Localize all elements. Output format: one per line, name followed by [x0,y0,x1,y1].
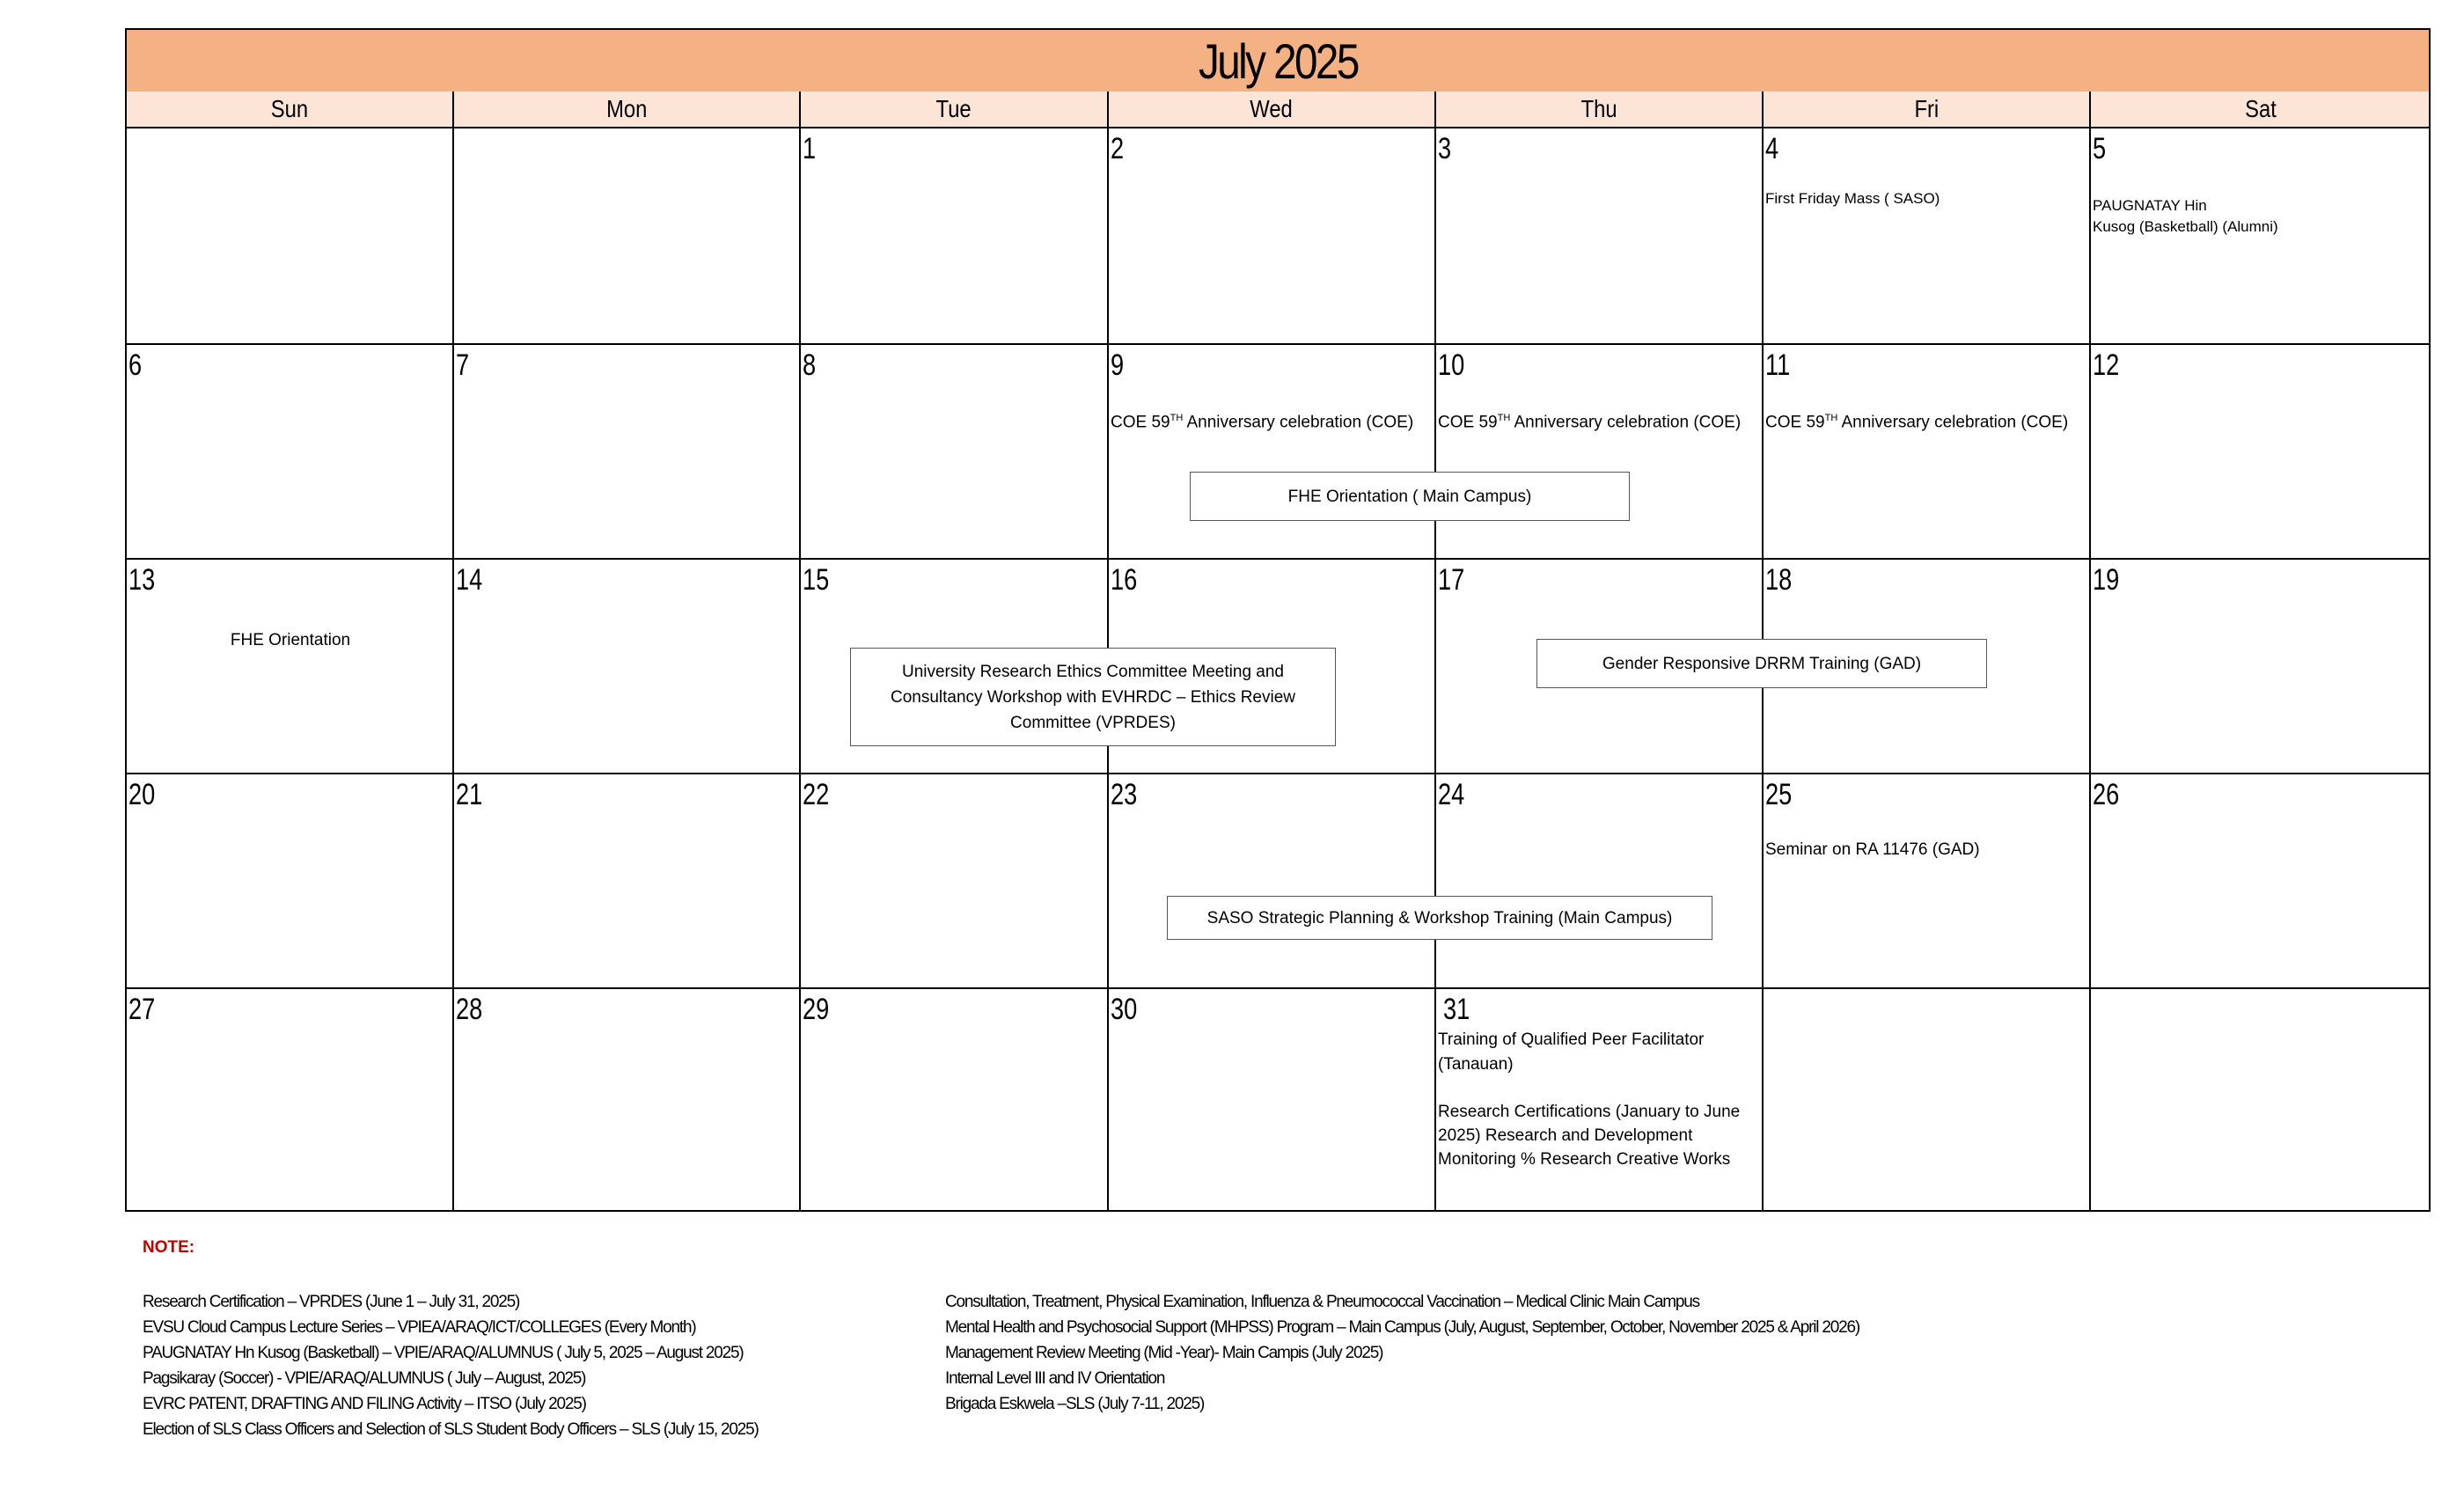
note-item: Election of SLS Class Officers and Selection of SLS Student Body Officers – SLS (July 15, 2025) [143,1420,759,1439]
day-cell-empty[interactable] [1764,989,2091,1210]
day-number: 9 [1111,348,1125,382]
day-number: 21 [456,778,483,811]
day-number: 10 [1438,348,1465,382]
day-number: 8 [803,348,817,382]
day-number: 29 [803,993,830,1026]
day-cell-9[interactable] [1109,345,1436,560]
weekday-sat: Sat [2245,95,2277,122]
event-coe-anniversary[interactable]: COE 59TH Anniversary celebration (COE) [1111,413,1414,432]
note-item: Brigada Eskwela –SLS (July 7-11, 2025) [945,1395,1205,1413]
note-item: EVRC PATENT, DRAFTING AND FILING Activity – ITSO (July 2025) [143,1395,586,1413]
event-fhe-orientation-main-campus[interactable]: FHE Orientation ( Main Campus) [1190,472,1630,521]
note-item: Mental Health and Psychosocial Support (MHPSS) Program – Main Campus (July, August, September, October, November 2025 & April 2026) [945,1318,1859,1337]
day-cell-23[interactable] [1109,774,1436,989]
day-number: 27 [128,993,156,1026]
day-cell-empty[interactable] [127,128,454,345]
day-number: 26 [2093,778,2120,811]
event-seminar-ra-11476[interactable]: Seminar on RA 11476 (GAD) [1765,840,1980,859]
day-cell-5[interactable] [2091,128,2431,345]
event-gender-responsive-drrm[interactable]: Gender Responsive DRRM Training (GAD) [1536,639,1987,688]
day-number: 25 [1765,778,1793,811]
day-cell-empty[interactable] [454,128,801,345]
day-number: 19 [2093,563,2120,597]
day-number: 22 [803,778,830,811]
weekday-wed: Wed [1109,92,1436,127]
weekday-header-row [127,92,2429,128]
day-number: 13 [128,563,156,597]
day-number: 23 [1111,778,1138,811]
day-number: 24 [1438,778,1465,811]
day-number: 15 [803,563,830,597]
note-item: PAUGNATAY Hn Kusog (Basketball) – VPIE/ARAQ/ALUMNUS ( July 5, 2025 – August 2025) [143,1344,744,1362]
weekday-tue: Tue [801,92,1109,127]
event-coe-anniversary[interactable]: COE 59TH Anniversary celebration (COE) [1438,413,1742,432]
day-cell-6[interactable] [127,345,454,560]
day-number: 14 [456,563,483,597]
note-title: NOTE: [143,1238,195,1257]
day-cell-14[interactable] [454,560,801,774]
event-paugnatay-line1[interactable]: PAUGNATAY Hin [2093,197,2207,214]
day-number: 5 [2093,132,2107,165]
day-cell-30[interactable] [1109,989,1436,1210]
event-research-cert-line3[interactable]: Monitoring % Research Creative Works [1438,1150,1731,1169]
day-cell-31[interactable] [1436,989,1764,1210]
day-number: 3 [1438,132,1452,165]
event-peer-facilitator-line2[interactable]: (Tanauan) [1438,1055,1514,1074]
day-cell-3[interactable] [1436,128,1764,345]
day-cell-8[interactable] [801,345,1109,560]
calendar-title: July 2025 [127,30,2429,93]
day-number: 4 [1765,132,1779,165]
event-fhe-orientation[interactable]: FHE Orientation [230,631,351,649]
day-number: 30 [1111,993,1138,1026]
day-cell-27[interactable] [127,989,454,1210]
day-cell-7[interactable] [454,345,801,560]
day-number: 17 [1438,563,1465,597]
note-item: Pagsikaray (Soccer) - VPIE/ARAQ/ALUMNUS ( July – August, 2025) [143,1369,586,1388]
day-cell-22[interactable] [801,774,1109,989]
note-item: EVSU Cloud Campus Lecture Series – VPIEA/ARAQ/ICT/COLLEGES (Every Month) [143,1318,696,1337]
day-number: 12 [2093,348,2120,382]
day-number: 11 [1765,348,1791,382]
day-cell-13[interactable] [127,560,454,774]
day-number: 2 [1111,132,1125,165]
day-number: 6 [128,348,143,382]
event-research-ethics-committee[interactable]: University Research Ethics Committee Meeting and Consultancy Workshop with EVHRDC – Ethics Review Committee (VPRDES) [850,648,1336,746]
event-paugnatay-line2[interactable]: Kusog (Basketball) (Alumni) [2093,218,2278,235]
event-research-cert-line2[interactable]: 2025) Research and Development [1438,1126,1693,1145]
day-cell-1[interactable] [801,128,1109,345]
day-number: 18 [1765,563,1793,597]
day-cell-26[interactable] [2091,774,2431,989]
day-cell-28[interactable] [454,989,801,1210]
weekday-thu: Thu [1436,92,1764,127]
note-item: Consultation, Treatment, Physical Examination, Influenza & Pneumococcal Vaccination – Medical Clinic Main Campus [945,1293,1699,1311]
note-item: Internal Level III and IV Orientation [945,1369,1165,1388]
note-item: Management Review Meeting (Mid -Year)- Main Campis (July 2025) [945,1344,1383,1362]
day-cell-10[interactable] [1436,345,1764,560]
day-cell-4[interactable] [1764,128,2091,345]
event-research-cert-line1[interactable]: Research Certifications (January to June [1438,1103,1741,1121]
day-number: 31 [1443,993,1470,1026]
day-number: 20 [128,778,156,811]
weekday-mon: Mon [454,92,801,127]
day-cell-29[interactable] [801,989,1109,1210]
day-number: 7 [456,348,470,382]
day-number: 16 [1111,563,1138,597]
day-cell-21[interactable] [454,774,801,989]
event-peer-facilitator-line1[interactable]: Training of Qualified Peer Facilitator [1438,1030,1705,1049]
note-item: Research Certification – VPRDES (June 1 – July 31, 2025) [143,1293,520,1311]
day-cell-empty[interactable] [2091,989,2431,1210]
day-cell-19[interactable] [2091,560,2431,774]
note-list-right [945,1289,1859,1417]
day-cell-2[interactable] [1109,128,1436,345]
day-number: 28 [456,993,483,1026]
weekday-sun: Sun [127,92,454,127]
day-cell-11[interactable] [1764,345,2091,560]
event-first-friday-mass[interactable]: First Friday Mass ( SASO) [1765,190,1940,207]
weekday-fri: Fri [1764,92,2091,127]
day-cell-20[interactable] [127,774,454,989]
event-coe-anniversary[interactable]: COE 59TH Anniversary celebration (COE) [1765,413,2069,432]
event-saso-strategic-planning[interactable]: SASO Strategic Planning & Workshop Training (Main Campus) [1167,896,1712,940]
day-cell-24[interactable] [1436,774,1764,989]
note-list-left [143,1289,759,1442]
day-number: 1 [803,132,817,165]
day-cell-12[interactable] [2091,345,2431,560]
day-cell-25[interactable] [1764,774,2091,989]
calendar [125,28,2431,1212]
